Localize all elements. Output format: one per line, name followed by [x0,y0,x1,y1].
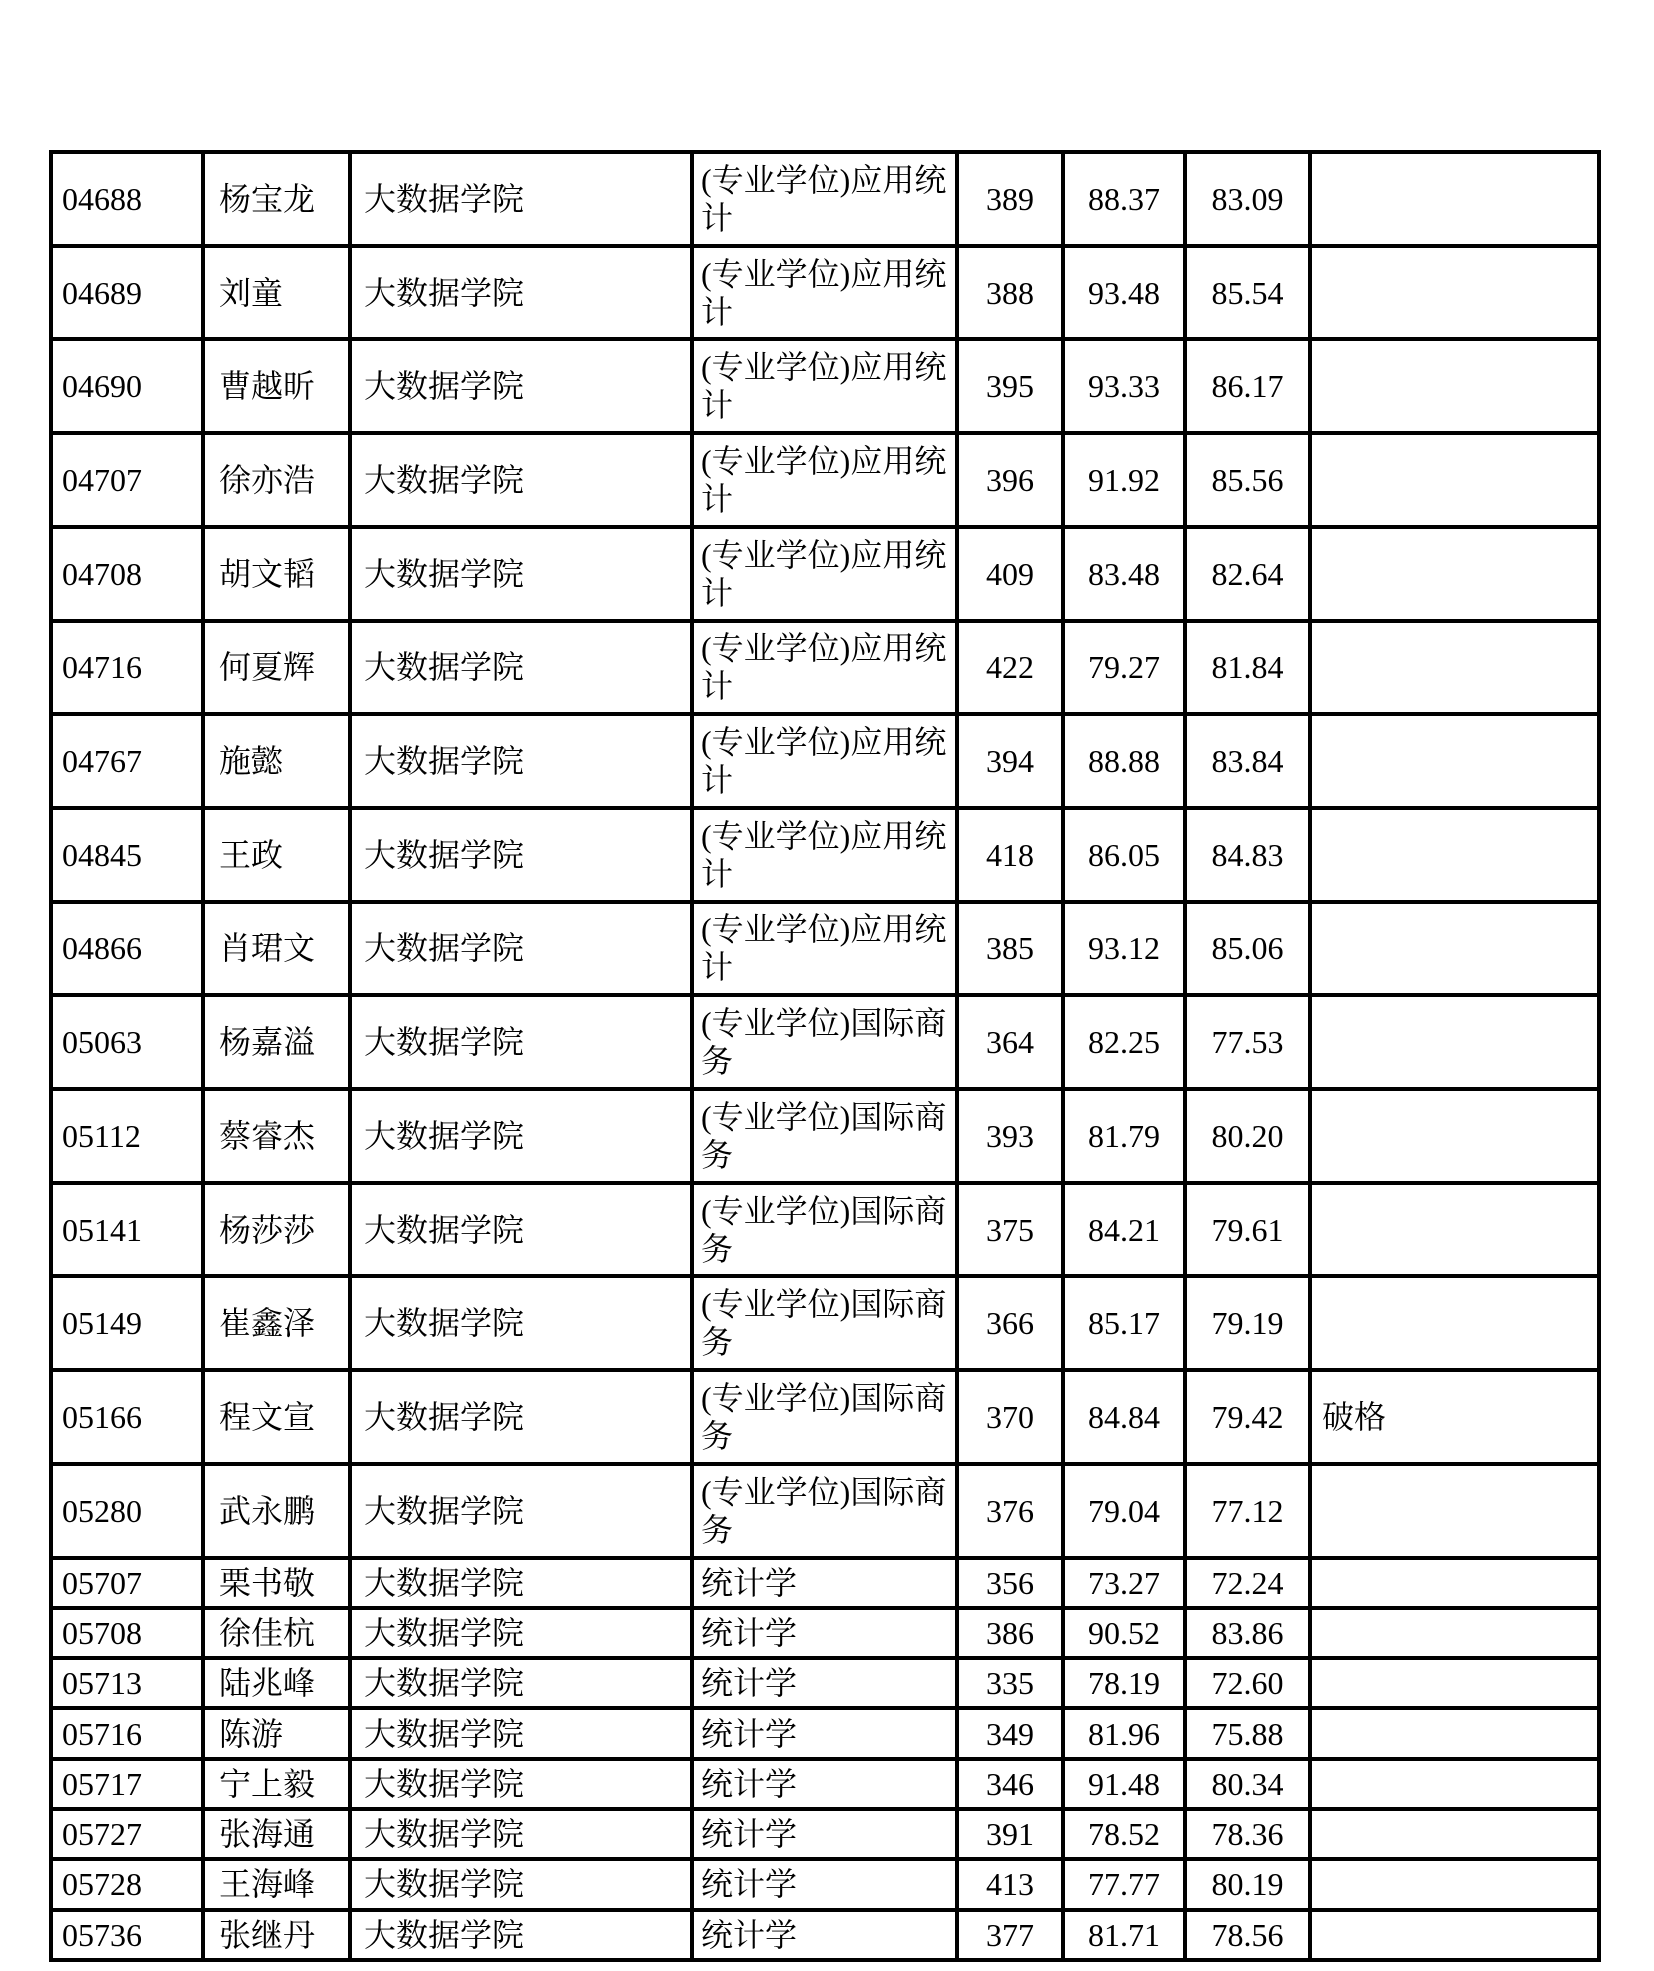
admission-table-body [51,152,1599,1960]
college-cell: 大数据学院 [350,621,692,715]
candidate-name-cell: 胡文韬 [203,527,350,621]
college-cell: 大数据学院 [350,1370,692,1464]
score-retest-cell: 88.88 [1063,714,1185,808]
table-row [51,246,1599,340]
score-total-cell: 86.17 [1185,339,1310,433]
score-retest-cell: 85.17 [1063,1276,1185,1370]
candidate-id-cell: 05717 [51,1759,203,1809]
score-total-cell: 82.64 [1185,527,1310,621]
candidate-id-cell: 05112 [51,1089,203,1183]
table-row [51,1464,1599,1558]
candidate-name-cell: 肖珺文 [203,902,350,996]
college-cell: 大数据学院 [350,1608,692,1658]
candidate-name-cell: 徐佳杭 [203,1608,350,1658]
major-cell: (专业学位)应用统计 [692,808,957,902]
candidate-id-cell: 05707 [51,1558,203,1608]
candidate-id-cell: 04688 [51,152,203,246]
score-initial-cell: 375 [957,1183,1063,1277]
score-initial-cell: 389 [957,152,1063,246]
remark-cell [1310,902,1599,996]
table-row [51,1708,1599,1758]
candidate-id-cell: 04845 [51,808,203,902]
score-total-cell: 80.20 [1185,1089,1310,1183]
candidate-name-cell: 何夏辉 [203,621,350,715]
score-initial-cell: 356 [957,1558,1063,1608]
score-retest-cell: 82.25 [1063,995,1185,1089]
candidate-name-cell: 张继丹 [203,1910,350,1960]
candidate-name-cell: 陈游 [203,1708,350,1758]
candidate-name-cell: 杨宝龙 [203,152,350,246]
candidate-id-cell: 05736 [51,1910,203,1960]
score-retest-cell: 73.27 [1063,1558,1185,1608]
table-row [51,1608,1599,1658]
college-cell: 大数据学院 [350,339,692,433]
major-cell: (专业学位)应用统计 [692,152,957,246]
table-row [51,621,1599,715]
college-cell: 大数据学院 [350,1089,692,1183]
candidate-id-cell: 05149 [51,1276,203,1370]
candidate-name-cell: 栗书敬 [203,1558,350,1608]
candidate-name-cell: 宁上毅 [203,1759,350,1809]
score-retest-cell: 77.77 [1063,1859,1185,1909]
table-row [51,1759,1599,1809]
major-cell: (专业学位)国际商务 [692,1276,957,1370]
score-initial-cell: 349 [957,1708,1063,1758]
table-row [51,1809,1599,1859]
college-cell: 大数据学院 [350,714,692,808]
remark-cell [1310,808,1599,902]
score-retest-cell: 78.19 [1063,1658,1185,1708]
score-initial-cell: 366 [957,1276,1063,1370]
major-cell: 统计学 [692,1759,957,1809]
score-retest-cell: 81.71 [1063,1910,1185,1960]
major-cell: (专业学位)应用统计 [692,433,957,527]
college-cell: 大数据学院 [350,246,692,340]
score-total-cell: 77.12 [1185,1464,1310,1558]
remark-cell [1310,1759,1599,1809]
score-total-cell: 83.86 [1185,1608,1310,1658]
college-cell: 大数据学院 [350,1809,692,1859]
table-row [51,1183,1599,1277]
major-cell: 统计学 [692,1809,957,1859]
score-initial-cell: 370 [957,1370,1063,1464]
remark-cell [1310,1658,1599,1708]
candidate-id-cell: 05728 [51,1859,203,1909]
college-cell: 大数据学院 [350,1708,692,1758]
table-row [51,339,1599,433]
table-row [51,527,1599,621]
admission-table [49,150,1601,1962]
remark-cell [1310,1276,1599,1370]
score-total-cell: 81.84 [1185,621,1310,715]
score-initial-cell: 418 [957,808,1063,902]
candidate-id-cell: 04707 [51,433,203,527]
candidate-id-cell: 04716 [51,621,203,715]
candidate-name-cell: 程文宣 [203,1370,350,1464]
table-row [51,714,1599,808]
college-cell: 大数据学院 [350,1558,692,1608]
candidate-name-cell: 杨莎莎 [203,1183,350,1277]
score-initial-cell: 396 [957,433,1063,527]
score-total-cell: 80.34 [1185,1759,1310,1809]
candidate-name-cell: 杨嘉溢 [203,995,350,1089]
score-retest-cell: 79.04 [1063,1464,1185,1558]
college-cell: 大数据学院 [350,995,692,1089]
candidate-id-cell: 05280 [51,1464,203,1558]
college-cell: 大数据学院 [350,1183,692,1277]
candidate-name-cell: 武永鹏 [203,1464,350,1558]
candidate-id-cell: 05141 [51,1183,203,1277]
candidate-id-cell: 04689 [51,246,203,340]
major-cell: 统计学 [692,1558,957,1608]
remark-cell [1310,714,1599,808]
score-initial-cell: 388 [957,246,1063,340]
major-cell: 统计学 [692,1910,957,1960]
table-row [51,1276,1599,1370]
college-cell: 大数据学院 [350,1276,692,1370]
score-initial-cell: 386 [957,1608,1063,1658]
major-cell: (专业学位)应用统计 [692,246,957,340]
candidate-id-cell: 05708 [51,1608,203,1658]
score-retest-cell: 84.84 [1063,1370,1185,1464]
major-cell: (专业学位)应用统计 [692,339,957,433]
table-row [51,1370,1599,1464]
remark-cell [1310,1910,1599,1960]
major-cell: (专业学位)应用统计 [692,527,957,621]
college-cell: 大数据学院 [350,1859,692,1909]
score-total-cell: 79.61 [1185,1183,1310,1277]
remark-cell [1310,1558,1599,1608]
table-row [51,1658,1599,1708]
table-row [51,995,1599,1089]
remark-cell [1310,1089,1599,1183]
candidate-name-cell: 王海峰 [203,1859,350,1909]
score-total-cell: 80.19 [1185,1859,1310,1909]
college-cell: 大数据学院 [350,1464,692,1558]
major-cell: 统计学 [692,1859,957,1909]
college-cell: 大数据学院 [350,433,692,527]
college-cell: 大数据学院 [350,1658,692,1708]
score-retest-cell: 91.48 [1063,1759,1185,1809]
remark-cell [1310,1183,1599,1277]
score-total-cell: 75.88 [1185,1708,1310,1758]
remark-cell [1310,339,1599,433]
table-row [51,152,1599,246]
score-initial-cell: 394 [957,714,1063,808]
score-total-cell: 78.36 [1185,1809,1310,1859]
score-initial-cell: 393 [957,1089,1063,1183]
college-cell: 大数据学院 [350,1910,692,1960]
score-retest-cell: 93.33 [1063,339,1185,433]
major-cell: 统计学 [692,1658,957,1708]
remark-cell [1310,1608,1599,1658]
candidate-name-cell: 徐亦浩 [203,433,350,527]
major-cell: 统计学 [692,1708,957,1758]
score-total-cell: 84.83 [1185,808,1310,902]
score-retest-cell: 84.21 [1063,1183,1185,1277]
admission-table-container [49,150,1599,1964]
score-retest-cell: 86.05 [1063,808,1185,902]
score-total-cell: 83.09 [1185,152,1310,246]
candidate-id-cell: 05713 [51,1658,203,1708]
score-total-cell: 77.53 [1185,995,1310,1089]
major-cell: (专业学位)应用统计 [692,714,957,808]
table-row [51,1558,1599,1608]
college-cell: 大数据学院 [350,152,692,246]
major-cell: (专业学位)国际商务 [692,1464,957,1558]
remark-cell [1310,246,1599,340]
score-retest-cell: 90.52 [1063,1608,1185,1658]
remark-cell: 破格 [1310,1370,1599,1464]
score-retest-cell: 81.96 [1063,1708,1185,1758]
score-initial-cell: 346 [957,1759,1063,1809]
score-total-cell: 79.42 [1185,1370,1310,1464]
score-retest-cell: 78.52 [1063,1809,1185,1859]
score-initial-cell: 391 [957,1809,1063,1859]
remark-cell [1310,995,1599,1089]
candidate-id-cell: 04767 [51,714,203,808]
score-initial-cell: 385 [957,902,1063,996]
score-initial-cell: 377 [957,1910,1063,1960]
candidate-name-cell: 崔鑫泽 [203,1276,350,1370]
candidate-name-cell: 蔡睿杰 [203,1089,350,1183]
candidate-name-cell: 陆兆峰 [203,1658,350,1708]
table-row [51,808,1599,902]
score-retest-cell: 88.37 [1063,152,1185,246]
candidate-name-cell: 曹越昕 [203,339,350,433]
score-retest-cell: 93.48 [1063,246,1185,340]
score-total-cell: 85.56 [1185,433,1310,527]
score-initial-cell: 364 [957,995,1063,1089]
score-initial-cell: 376 [957,1464,1063,1558]
remark-cell [1310,1859,1599,1909]
college-cell: 大数据学院 [350,808,692,902]
major-cell: (专业学位)应用统计 [692,902,957,996]
score-total-cell: 85.54 [1185,246,1310,340]
score-retest-cell: 81.79 [1063,1089,1185,1183]
score-initial-cell: 422 [957,621,1063,715]
table-row [51,1910,1599,1960]
score-total-cell: 72.24 [1185,1558,1310,1608]
candidate-id-cell: 04690 [51,339,203,433]
score-initial-cell: 395 [957,339,1063,433]
candidate-name-cell: 施懿 [203,714,350,808]
college-cell: 大数据学院 [350,1759,692,1809]
remark-cell [1310,1464,1599,1558]
remark-cell [1310,152,1599,246]
score-total-cell: 78.56 [1185,1910,1310,1960]
major-cell: (专业学位)应用统计 [692,621,957,715]
candidate-id-cell: 05727 [51,1809,203,1859]
major-cell: (专业学位)国际商务 [692,1183,957,1277]
college-cell: 大数据学院 [350,902,692,996]
candidate-id-cell: 04708 [51,527,203,621]
college-cell: 大数据学院 [350,527,692,621]
score-total-cell: 72.60 [1185,1658,1310,1708]
remark-cell [1310,433,1599,527]
remark-cell [1310,621,1599,715]
remark-cell [1310,1809,1599,1859]
score-retest-cell: 79.27 [1063,621,1185,715]
remark-cell [1310,1708,1599,1758]
score-total-cell: 79.19 [1185,1276,1310,1370]
candidate-id-cell: 05716 [51,1708,203,1758]
score-retest-cell: 91.92 [1063,433,1185,527]
score-retest-cell: 83.48 [1063,527,1185,621]
score-initial-cell: 409 [957,527,1063,621]
candidate-id-cell: 04866 [51,902,203,996]
score-initial-cell: 335 [957,1658,1063,1708]
major-cell: (专业学位)国际商务 [692,1370,957,1464]
candidate-id-cell: 05166 [51,1370,203,1464]
major-cell: 统计学 [692,1608,957,1658]
candidate-id-cell: 05063 [51,995,203,1089]
major-cell: (专业学位)国际商务 [692,1089,957,1183]
candidate-name-cell: 张海通 [203,1809,350,1859]
candidate-name-cell: 刘童 [203,246,350,340]
score-total-cell: 83.84 [1185,714,1310,808]
remark-cell [1310,527,1599,621]
table-row [51,1089,1599,1183]
candidate-name-cell: 王政 [203,808,350,902]
major-cell: (专业学位)国际商务 [692,995,957,1089]
table-row [51,433,1599,527]
table-row [51,1859,1599,1909]
score-retest-cell: 93.12 [1063,902,1185,996]
table-row [51,902,1599,996]
score-initial-cell: 413 [957,1859,1063,1909]
score-total-cell: 85.06 [1185,902,1310,996]
